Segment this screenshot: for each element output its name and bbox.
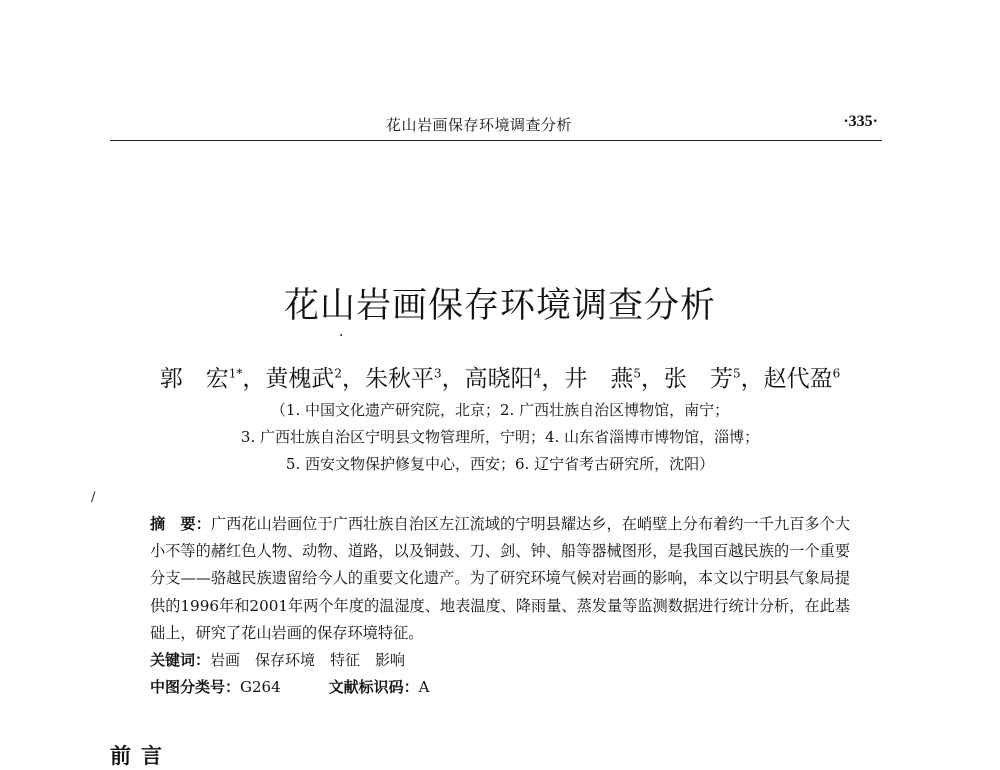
author-sup: 6 bbox=[832, 366, 841, 381]
margin-mark: / bbox=[91, 490, 96, 505]
author-name: 黄槐武 bbox=[265, 366, 335, 392]
author-sup: 1* bbox=[228, 366, 243, 381]
clc-label: 中图分类号： bbox=[150, 678, 241, 696]
doc-code-label: 文献标识码： bbox=[328, 678, 419, 696]
author-list bbox=[0, 360, 1000, 393]
running-header-title: 花山岩画保存环境调查分析 bbox=[386, 116, 573, 134]
author-name: 朱秋平 bbox=[365, 366, 435, 392]
author-sup: 5 bbox=[633, 366, 641, 381]
abstract-text: 广西花山岩画位于广西壮族自治区左江流域的宁明县耀达乡，在峭壁上分布着约一千九百多个大小不等的赭红色人物、动物、道路，以及铜鼓、刀、剑、钟、船等器械图形，是我国百越民族的一个重要分支——骆越民族遗留给今人的重要文化遗产。为了研究环境气候对岩画的影响，本文以宁明县气象局提供的1996年和2001年两个年度的温湿度、地表温度、降雨量、蒸发量等监测数据进行统计分析，在此基础上，研究了花山岩画的保存环境特征。 bbox=[150, 515, 851, 642]
affiliation-line: 3. 广西壮族自治区宁明县文物管理所，宁明；4. 山东省淄博市博物馆，淄博； bbox=[240, 428, 760, 446]
running-header bbox=[110, 108, 882, 141]
author-name: 井 燕 bbox=[564, 366, 634, 392]
author-separator: ， bbox=[740, 366, 764, 392]
author-name: 赵代盈 bbox=[763, 366, 833, 392]
author-sup: 5 bbox=[732, 366, 741, 381]
author-separator: ， bbox=[342, 366, 366, 392]
paper-title: 花山岩画保存环境调查分析 bbox=[283, 286, 716, 326]
author-name: 郭 宏 bbox=[159, 366, 229, 392]
author-separator: ， bbox=[441, 366, 465, 392]
author-separator: ， bbox=[541, 366, 565, 392]
author-separator: ， bbox=[640, 366, 664, 392]
author-sup: 3 bbox=[434, 366, 442, 381]
author-name: 张 芳 bbox=[663, 366, 733, 392]
classification bbox=[150, 676, 430, 697]
author-name: 高晓阳 bbox=[464, 366, 534, 392]
author-sup: 2 bbox=[334, 366, 343, 381]
abstract bbox=[150, 511, 850, 647]
keywords-label: 关键词： bbox=[150, 651, 211, 669]
section-heading: 前言 bbox=[110, 744, 172, 768]
clc-value: G264 bbox=[240, 678, 281, 696]
page-number: ·335· bbox=[843, 113, 878, 130]
author-sup: 4 bbox=[533, 366, 542, 381]
author-separator: ， bbox=[242, 366, 266, 392]
keywords-text: 岩画 保存环境 特征 影响 bbox=[210, 651, 406, 669]
doc-code-value: A bbox=[418, 678, 430, 696]
keywords bbox=[150, 649, 405, 670]
affiliation-line: 5. 西安文物保护修复中心，西安；6. 辽宁省考古研究所，沈阳） bbox=[285, 455, 715, 473]
affiliation-line: （1. 中国文化遗产研究院，北京；2. 广西壮族自治区博物馆，南宁； bbox=[270, 401, 730, 419]
abstract-label: 摘 要： bbox=[150, 515, 211, 533]
stray-mark: · bbox=[339, 328, 344, 344]
